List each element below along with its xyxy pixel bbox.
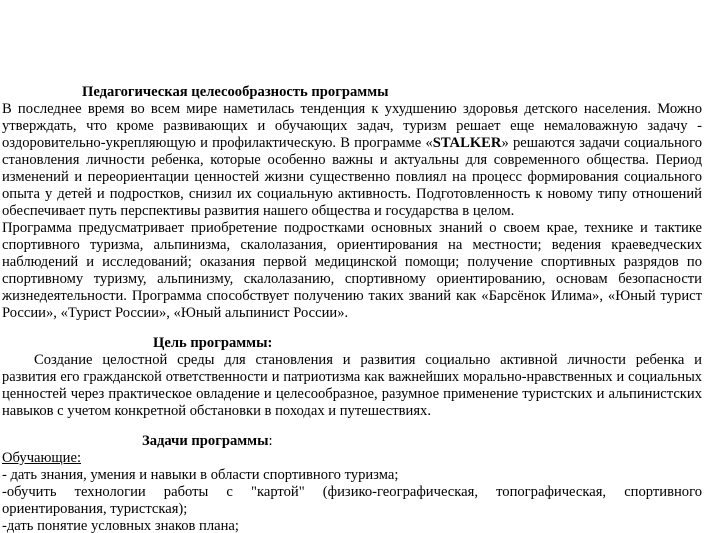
subheading-educational: Обучающие: (2, 450, 82, 466)
list-item: -дать понятие условных знаков плана; (2, 518, 239, 533)
paragraph-line (2, 135, 702, 152)
program-name: STALKER (432, 135, 502, 151)
paragraph-line-start: оздоровительно-укрепляющую и профилактическую. В программе « (2, 135, 433, 151)
paragraph-line: спортивного туризма, альпинизма, скалолазания, ориентирования на местности; ведения краеведческих (2, 237, 702, 253)
paragraph-line: ценностей через практическое овладение и целесообразное, разумное применение туристских и альпинистских (2, 386, 702, 402)
list-item: - дать знания, умения и навыки в области спортивного туризма; (2, 467, 399, 483)
tasks-heading-colon: : (268, 433, 273, 449)
paragraph-line: утверждать, что кроме развивающих и обучающих задач, туризм решает еще немаловажную задачу - (2, 118, 702, 134)
paragraph-line: опыта у детей и подростков, снизил их социальную активность. Подготовленность к новому типу отношений (2, 186, 702, 202)
section-heading-program-tasks (142, 433, 273, 450)
paragraph-line: наблюдений и исследований; оказания первой медицинской помощи; получение спортивных разрядов по (2, 254, 702, 270)
section-heading-pedagogical-relevance: Педагогическая целесообразность программы (82, 84, 389, 100)
paragraph-line: В последнее время во всем мире наметилась тенденция к ухудшению здоровья детского населения. Можно (2, 101, 702, 117)
paragraph-line: России», «Турист России», «Юный альпинист России». (2, 305, 349, 321)
paragraph-line (2, 352, 702, 369)
paragraph-line: изменений и переориентации ценностей жизни существенно повлиял на процесс формирования социального (2, 169, 702, 185)
tasks-heading-text: Задачи программы (142, 433, 269, 449)
paragraph-line: Программа предусматривает приобретение подростками основных знаний о своем крае, технике и тактике (2, 220, 702, 236)
section-heading-program-goal: Цель программы: (153, 335, 273, 351)
paragraph-line: развития его гражданской ответственности и патриотизма как важнейших морально-нравственных и социальных (2, 369, 702, 385)
list-item: -обучить технологии работы с "картой" (физико-географическая, топографическая, спортивного (2, 484, 702, 500)
paragraph-line: жизнедеятельности. Программа способствует получению таких званий как «Барсёнок Илима», «Юный турист (2, 288, 702, 304)
paragraph-line: спортивному туризму, альпинизму, скалолазанию, спортивному ориентированию, основам безопасности (2, 271, 702, 287)
paragraph-line-end: » решаются задачи социального (501, 135, 702, 151)
paragraph-line: навыков с учетом конкретной обстановки в походах и путешествиях. (2, 403, 431, 419)
paragraph-line: обеспечивает путь перспективы развития нашего общества и государства в целом. (2, 203, 515, 219)
paragraph-line-text: Создание целостной среды для становления и развития социально активной личности ребенка и (34, 352, 702, 368)
list-item-continuation: ориентирования, туристская); (2, 501, 188, 517)
paragraph-line: становления личности ребенка, которые особенно важны и актуальны для современного общества. Период (2, 152, 702, 168)
